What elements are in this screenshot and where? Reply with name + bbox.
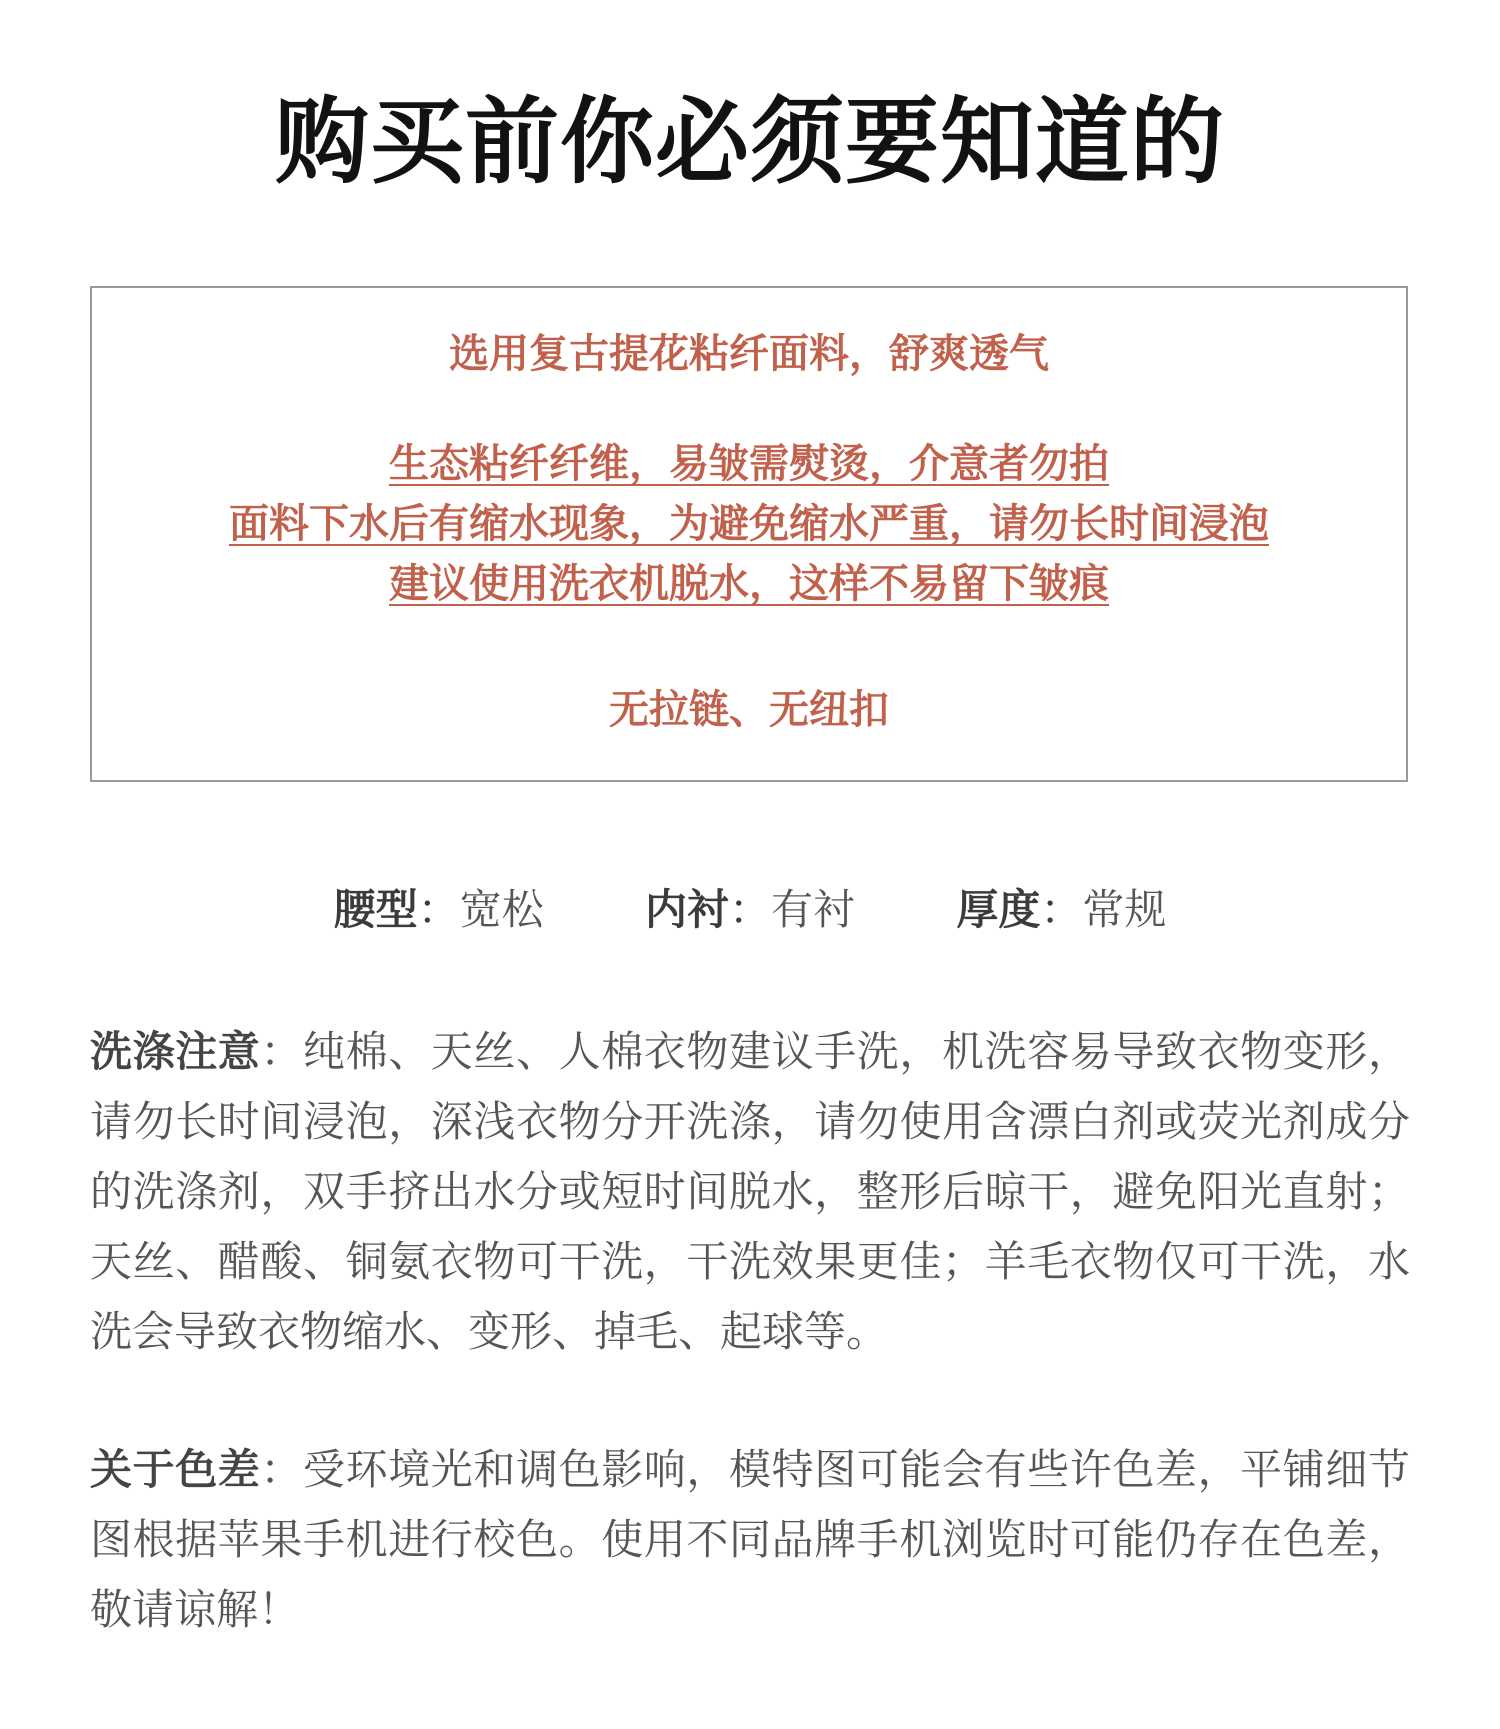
color-diff-text: 受环境光和调色影响，模特图可能会有些许色差，平铺细节图根据苹果手机进行校色。使用不同品牌手机浏览时可能仍存在色差，敬请谅解！	[90, 1445, 1410, 1634]
notice-box	[90, 286, 1408, 782]
spec-thickness	[956, 882, 1166, 938]
specs-row	[0, 882, 1500, 938]
color-diff-colon: ：	[260, 1445, 304, 1494]
notice-fabric-line	[92, 326, 1406, 382]
spec-lining	[645, 882, 855, 938]
spec-lining-colon: ：	[728, 885, 771, 934]
notice-shrink-line	[92, 496, 1406, 552]
spec-waist-colon: ：	[417, 885, 460, 934]
page-title: 购买前你必须要知道的	[274, 88, 1225, 197]
notice-shrink-text: 面料下水后有缩水现象，为避免缩水严重，请勿长时间浸泡	[229, 501, 1269, 547]
spec-thickness-value: 常规	[1082, 885, 1167, 934]
spec-thickness-colon: ：	[1040, 885, 1083, 934]
spec-lining-label: 内衬	[644, 885, 729, 934]
color-difference-note	[90, 1435, 1410, 1645]
washing-instructions	[90, 1017, 1410, 1367]
spec-thickness-label: 厚度	[956, 885, 1041, 934]
notice-spin-dry-line	[92, 556, 1406, 612]
spec-lining-value: 有衬	[771, 885, 856, 934]
spec-waist-label: 腰型	[333, 885, 418, 934]
washing-text: 纯棉、天丝、人棉衣物建议手洗，机洗容易导致衣物变形，请勿长时间浸泡，深浅衣物分开洗涤，请勿使用含漂白剂或荧光剂成分的洗涤剂，双手挤出水分或短时间脱水，整形后晾干，避免阳光直射；天丝、醋酸、铜氨衣物可干洗，干洗效果更佳；羊毛衣物仅可干洗，水洗会导致衣物缩水、变形、掉毛、起球等。	[90, 1027, 1410, 1356]
washing-colon: ：	[260, 1027, 304, 1076]
notice-closure-line	[92, 682, 1406, 738]
color-diff-label: 关于色差	[90, 1445, 261, 1494]
notice-spin-dry-text: 建议使用洗衣机脱水，这样不易留下皱痕	[389, 561, 1109, 607]
spec-waist	[334, 882, 544, 938]
spec-waist-value: 宽松	[459, 885, 544, 934]
notice-wrinkle-text: 生态粘纤纤维，易皱需熨烫，介意者勿拍	[389, 441, 1109, 487]
notice-wrinkle-line	[92, 436, 1406, 492]
notice-closure-text: 无拉链、无纽扣	[609, 687, 889, 733]
notice-fabric-text: 选用复古提花粘纤面料，舒爽透气	[449, 331, 1049, 377]
washing-label: 洗涤注意	[90, 1027, 261, 1076]
